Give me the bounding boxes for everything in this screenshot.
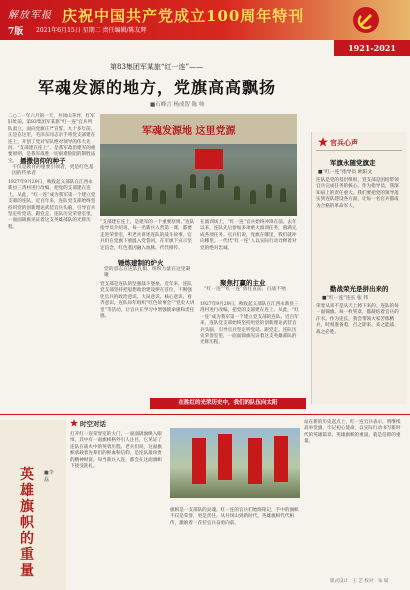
banner-title: 庆祝中国共产党成立100周年特刊	[62, 7, 305, 25]
star-icon	[318, 137, 328, 147]
sidebar-text-2: 荣誉从来不是从天上掉下来的。连队的每一面锦旗、每一枚奖章，都凝结着官兵的汗水。作为连长，我会带领大家苦练精兵，时刻准备着，召之即来、来之能战、战之必胜。	[316, 304, 399, 335]
column-text-e: 1927年9月29日，秋收起义部队在江西永新县三湾村进行改编，把党的支部建在连上。从此，“红一连”成为我军第一个建立党支部的连队。近百年来，连队党支部始终坚持用党的创新理论武装官兵头脑，引导官兵坚定听党话、跟党走。连队历史荣誉室里，一面面锦旗见证着这支英雄部队的光辉历程。	[200, 302, 299, 346]
slogan-strip: 在胜红的光荣历史中，我们的队伍向太阳	[150, 398, 306, 409]
byline: ■石峰言 杨成智 陈 帅	[150, 102, 205, 108]
section-note-3: “红一连”“红一连”勇往直前、百战不殆	[204, 287, 286, 292]
column-text-c: 党支部是连队的坚强战斗堡垒。近年来，连队党支部坚持把思想政治建设摆在首位，不断强化官兵的政治意识、大局意识、核心意识、看齐意识。连队每年组织“红色故事会”“党史大讲堂”等活动，让官兵在学习中增强使命感和责任感。	[100, 282, 195, 320]
party-emblem-icon	[352, 6, 380, 34]
column-text-d: 在演训场上，“红一连”官兵始终冲锋在前。去年以来，连队先后参加多项重大演训任务，圆满完成各项任务。官兵们说，党旗在哪里，我们就冲向哪里。一代代“红一连”人以实际行动诠释着对党的绝对忠诚。	[200, 220, 297, 251]
column-text-b: “支部建在连上，是建军的一个重要原则。”连队指导员介绍说，每一名新兵入营第一课，都要走进荣誉室，听老兵讲述连队的战斗故事。官兵们在党旗下重温入党誓词，在军旗下宣示坚定信念，红色基因融入血脉、代代相传。	[100, 220, 195, 251]
section-note-1: 不仅是教育的重要引领者，更是红色基因的传承者	[12, 165, 94, 176]
section-divider	[0, 414, 410, 415]
anniversary-years: 1921-2021	[334, 40, 410, 56]
sidebar-author-2: ■“红一连”连长 张 伟	[322, 296, 369, 301]
sidebar-text-1: 连队是党的基层组织，党支部是团结带领官兵完成任务的核心。作为指导员，我深知肩上的责任重大。我们要把党的领导落实到连队建设各方面，让每一名官兵都成为合格的革命军人。	[316, 178, 399, 209]
bottom-text-b: 旗帜是一支部队的灵魂。红一连的官兵们始终铭记，手中的旗帜不仅是荣誉，更是责任。从井冈山到新时代，英雄旗帜代代相传，激励着一茬茬官兵奋勇向前。	[170, 508, 299, 526]
lead-photo	[100, 114, 297, 216]
issue-date: 2021年6月15日 星期二 责任编辑/陈友辉	[36, 27, 147, 34]
page-title: 军魂发源的地方，党旗高高飘扬	[38, 78, 277, 97]
bottom-text-a: 打开红一连荣誉室的大门，一面面锦旗映入眼帘。其中有一面旗帜格外引人注目，它见证了连队在战火中的英勇历程。老兵们说，这面旗帜承载着先辈们的鲜血和信仰，是连队最珍贵的精神财富。每当新兵入连，都会在这面旗帜下接受洗礼。	[70, 432, 162, 470]
sidebar-heading: 官兵心声	[330, 138, 358, 147]
sidebar-title-2: 勤战荣光是拼出来的	[330, 285, 389, 293]
star-icon	[70, 419, 78, 427]
kicker: 第83集团军某旅“红一连”——	[110, 63, 204, 71]
flag	[195, 149, 223, 169]
sidebar-author-1: ■“红一连”指导员 欧阳文	[318, 170, 373, 175]
sidebar-title-1: 军旗永随党旗走	[330, 159, 376, 167]
masthead: 解放军报	[8, 10, 52, 21]
photo-sign: 军魂发源地 这里党源	[142, 126, 236, 137]
divider	[316, 150, 402, 151]
page-number: 7版	[8, 27, 24, 37]
vertical-title: 英雄旗帜的重量	[20, 467, 34, 579]
bottom-text-c: 站在新的历史起点上，红一连官兵表示，将继续高举党旗，牢记初心使命，以实际行动书写新时代的英雄篇章。英雄旗帜的重量，就是信仰的重量。	[304, 420, 401, 445]
vertical-author: ■李 磊	[44, 470, 54, 483]
section-heading-2: 锤炼建制的炉火	[118, 259, 164, 267]
footer-credits: 版式设计：王 艺 校对：朱 斌	[330, 579, 389, 584]
section-heading-1: 播撒信仰的种子	[20, 157, 66, 165]
flags-photo	[170, 428, 300, 498]
column-text-a: 1927年9月29日，秋收起义部队在江西永新县三湾村进行改编，把党的支部建在连上。从此，“红一连”成为我军第一个建立党支部的连队。近百年来，连队党支部始终坚持用党的创新理论武装官兵头脑，引导官兵坚定听党话、跟党走。连队历史荣誉室里，一面面锦旗见证着这支英雄部队的光辉历程。	[8, 180, 96, 230]
section-heading-3: 聚焦打赢的主业	[220, 279, 266, 287]
intro-text: 二○二一年六月的一天，井冈山茅坪，红军旧址前。第83集团军某旅“红一连”官兵列队肃立，面向党旗庄严宣誓。九十多年前，正是在这里，毛泽东同志亲手将党支部建在连上，开创了党对军队绝对领导的伟大先河。“支部建在连上”，是我军政治建军的重要原则，是我军战胜一切艰难险阻的制胜法宝。	[8, 114, 96, 164]
section-tag: 时空对话	[80, 420, 106, 428]
section-note-2: 党的意志在连队扎根，组织力量在这里凝聚	[104, 267, 191, 278]
